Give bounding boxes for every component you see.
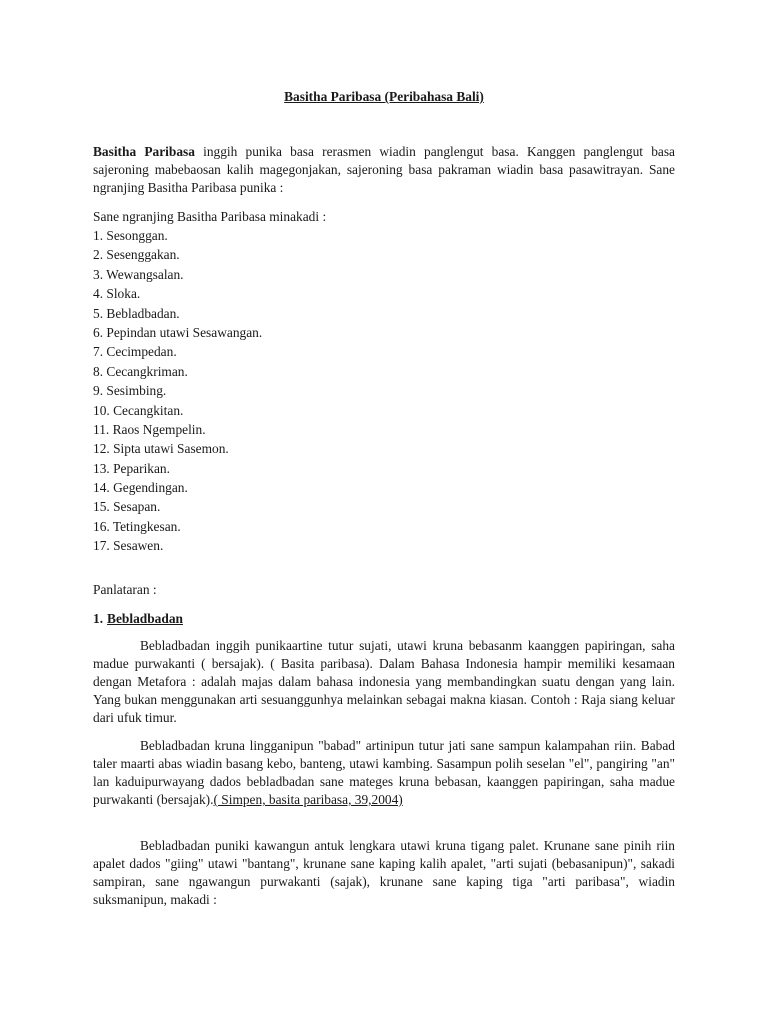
list-item: 10. Cecangkitan.: [93, 402, 184, 418]
panlataran-label: Panlataran :: [93, 582, 157, 597]
list-heading: Sane ngranjing Basitha Paribasa minakadi :: [93, 209, 327, 224]
document-title: Basitha Paribasa (Peribahasa Bali): [284, 89, 484, 104]
paragraph-1-text: Bebladbadan inggih punikaartine tutur sujati, utawi kruna bebasanm kaanggen papiringan, saha madue purwakanti ( bersajak). ( Basita paribasa). Dalam Bahasa Indonesia hampir memiliki kesamaan dengan Metafora : adalah majas dalam bahasa indonesia yang membandingkan suatu dengan yang lain. Yang bukan menggunakan arti sesuanggunhya melainkan sebagai makna kiasan. Contoh : Raja siang keluar dari ufuk timur.: [93, 638, 675, 725]
section-number: 1.: [93, 611, 104, 626]
list-item: 3. Wewangsalan.: [93, 266, 184, 282]
paragraph-2-text: Bebladbadan kruna lingganipun "babad" artinipun tutur jati sane sampun kalampahan riin. Babad taler maarti abas wiadin basang kebo, banteng, utawi kambing. Sasampun polih seselan "el", pangiring "an" lan kaduipurwayang dados bebladbadan sane mateges kruna bebasan, kaanggen papiringan, saha madue purwakanti (bersajak).: [93, 738, 675, 807]
paragraph-2: [93, 737, 675, 809]
intro-text: inggih punika basa rerasmen wiadin panglengut basa. Kanggen panglengut basa sajeroning mabebaosan kalih magegonjakan, sajeroning basa pakraman wiadin basa pasawitrayan. Sane ngranjing Basitha Paribasa punika :: [93, 144, 675, 195]
intro-term: Basitha Paribasa: [93, 144, 195, 159]
list-item: 13. Peparikan.: [93, 460, 170, 476]
list-item: 1. Sesonggan.: [93, 228, 168, 243]
list-item: 11. Raos Ngempelin.: [93, 421, 206, 437]
list-item: 15. Sesapan.: [93, 499, 161, 515]
intro-paragraph: [93, 143, 675, 197]
section-heading: [93, 609, 183, 628]
list-item: 14. Gegendingan.: [93, 480, 188, 496]
paragraph-1: [93, 637, 675, 727]
list-item: 9. Sesimbing.: [93, 383, 167, 399]
list-item: 17. Sesawen.: [93, 538, 164, 554]
section-title: Bebladbadan: [107, 611, 183, 626]
list-item: 7. Cecimpedan.: [93, 344, 177, 360]
list-item: 6. Pepindan utawi Sesawangan.: [93, 324, 263, 340]
list-item: 12. Sipta utawi Sasemon.: [93, 441, 229, 457]
paragraph-3-text: Bebladbadan puniki kawangun antuk lengkara utawi kruna tigang palet. Krunane sane pinih riin apalet dados "giing" utawi "bantang", krunane sane kaping kalih apalet, "arti sujati (bebasanipun)", sakadi sampiran, sane ngawangun purwakanti (sajak), krunane sane kaping tiga "arti paribasa", wiadin suksmanipun, makadi :: [93, 838, 675, 907]
paragraph-3: [93, 837, 675, 909]
basitha-list: [93, 226, 262, 556]
citation: ( Simpen, basita paribasa, 39,2004): [213, 792, 403, 807]
list-item: 16. Tetingkesan.: [93, 518, 181, 534]
list-item: 4. Sloka.: [93, 286, 141, 302]
list-item: 5. Bebladbadan.: [93, 305, 180, 321]
list-item: 2. Sesenggakan.: [93, 247, 180, 263]
list-item: 8. Cecangkriman.: [93, 363, 188, 379]
